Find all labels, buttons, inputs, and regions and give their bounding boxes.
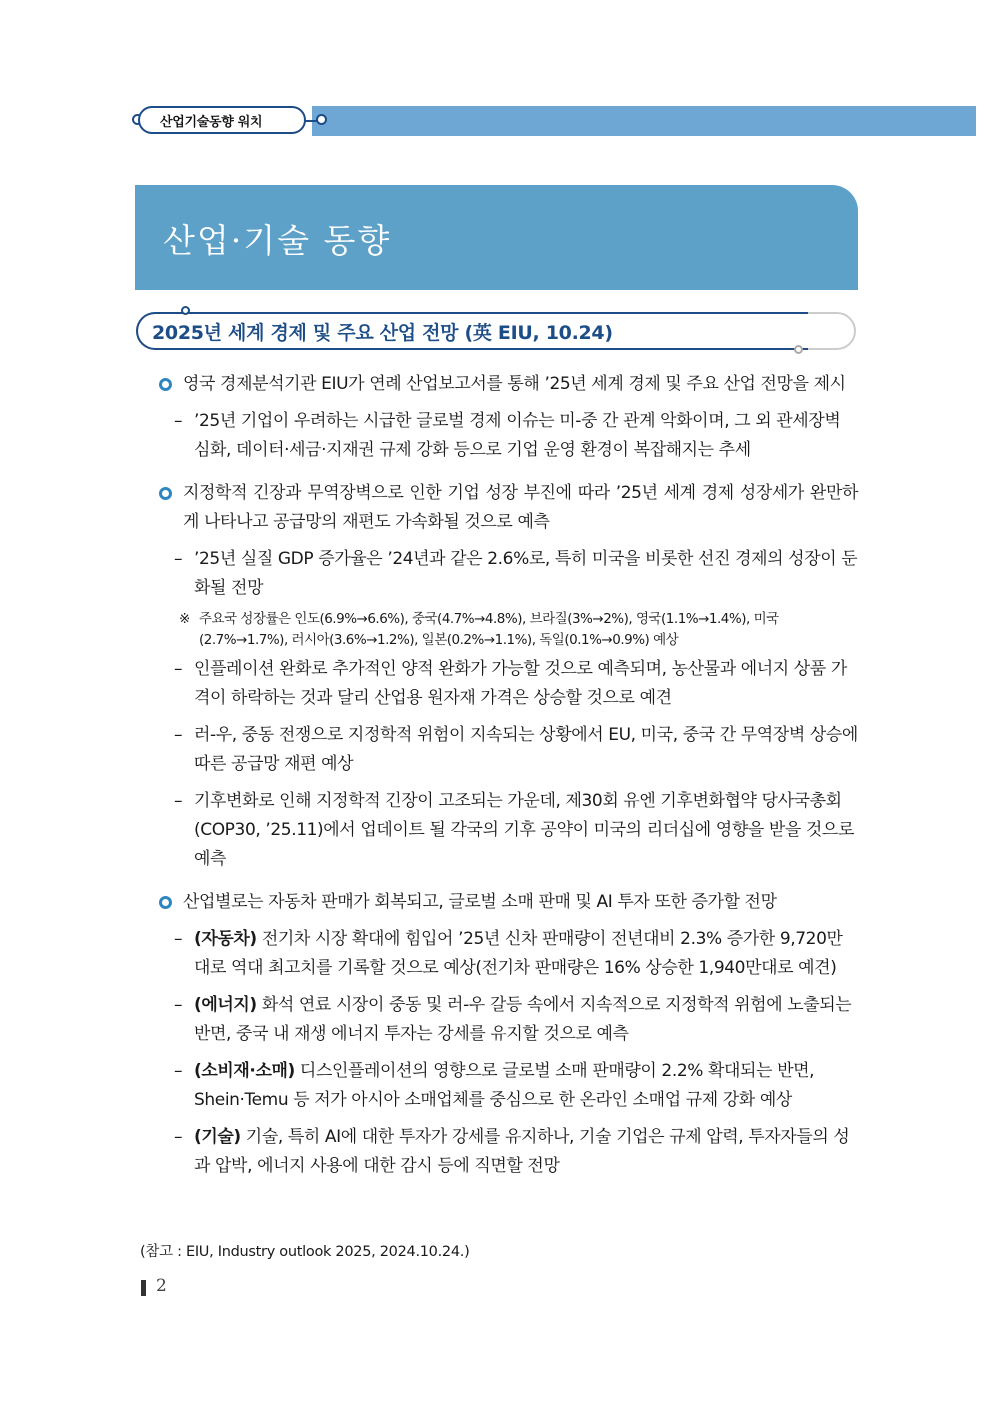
dash-mark: –	[174, 995, 183, 1015]
item-tag: (자동차)	[194, 929, 257, 949]
list-item-text: 화석 연료 시장이 중동 및 러-우 갈등 속에서 지속적으로 지정학적 위험에 노출되는 반면, 중국 내 재생 에너지 투자는 강세를 유지할 것으로 예측	[194, 995, 852, 1044]
reference-citation: (참고 : EIU, Industry outlook 2025, 2024.10.24.)	[140, 1244, 470, 1260]
dash-mark: –	[174, 1061, 183, 1081]
list-item-text: 인플레이션 완화로 추가적인 양적 완화가 가능할 것으로 예측되며, 농산물과 에너지 상품 가격이 하락하는 것과 달리 산업용 원자재 가격은 상승할 것으로 예견	[194, 659, 847, 708]
bullet-overview	[155, 370, 858, 399]
list-item	[155, 545, 858, 603]
bullet-text: 산업별로는 자동차 판매가 회복되고, 글로벌 소매 판매 및 AI 투자 또한 증가할 전망	[183, 892, 777, 912]
dash-mark: –	[174, 725, 183, 745]
list-item	[155, 655, 858, 713]
page-marker	[141, 1280, 146, 1296]
bullet-text: 영국 경제분석기관 EIU가 연례 산업보고서를 통해 ’25년 세계 경제 및 주요 산업 전망을 제시	[183, 374, 846, 394]
bullet-growth	[155, 479, 858, 537]
list-item	[155, 407, 858, 465]
list-item-text: 기후변화로 인해 지정학적 긴장이 고조되는 가운데, 제30회 유엔 기후변화협약 당사국총회(COP30, ’25.11)에서 업데이트 될 각국의 기후 공약이 미국의 리더십에 영향을 받을 것으로 예측	[194, 791, 854, 869]
item-tag: (소비재·소매)	[194, 1061, 295, 1081]
item-tag: (에너지)	[194, 995, 257, 1015]
banner-title: 산업·기술 동향	[163, 221, 392, 260]
list-item-text: 전기차 시장 확대에 힘입어 ’25년 신차 판매량이 전년대비 2.3% 증가한 9,720만대로 역대 최고치를 기록할 것으로 예상(전기차 판매량은 16% 상승한 1,940만대로 예견)	[194, 929, 843, 978]
section-banner	[135, 185, 858, 290]
dash-mark: –	[174, 1127, 183, 1147]
headline-top-dot	[181, 306, 190, 315]
list-item-text: 기술, 특히 AI에 대한 투자가 강세를 유지하나, 기술 기업은 규제 압력, 투자자들의 성과 압박, 에너지 사용에 대한 감시 등에 직면할 전망	[194, 1127, 850, 1176]
headline-end-dot	[794, 345, 803, 354]
list-item	[155, 991, 858, 1049]
item-tag: (기술)	[194, 1127, 241, 1147]
growth-note	[155, 609, 858, 651]
article-body	[155, 370, 858, 1181]
section-label: 산업기술동향 워치	[160, 114, 263, 130]
list-item-text: ’25년 기업이 우려하는 시급한 글로벌 경제 이슈는 미-중 간 관계 악화이며, 그 외 관세장벽 심화, 데이터·세금·지재권 규제 강화 등으로 기업 운영 환경이 복잡해지는 추세	[194, 411, 841, 460]
list-item	[155, 787, 858, 874]
bullet-ring-icon	[159, 896, 172, 909]
list-item-text: 디스인플레이션의 영향으로 글로벌 소매 판매량이 2.2% 확대되는 반면, Shein·Temu 등 저가 아시아 소매업체를 중심으로 한 온라인 소매업 규제 강화 예상	[194, 1061, 815, 1110]
note-text: 주요국 성장률은 인도(6.9%→6.6%), 중국(4.7%→4.8%), 브라질(3%→2%), 영국(1.1%→1.4%), 미국(2.7%→1.7%), 러시아(3.6%→1.2%), 일본(0.2%→1.1%), 독일(0.1%→0.9%) 예상	[199, 611, 779, 648]
header-bar	[312, 106, 976, 136]
page-number: 2	[156, 1276, 167, 1296]
list-item-text: ’25년 실질 GDP 증가율은 ’24년과 같은 2.6%로, 특히 미국을 비롯한 선진 경제의 성장이 둔화될 전망	[194, 549, 858, 598]
dash-mark: –	[174, 791, 183, 811]
section-label-pill	[138, 106, 306, 134]
note-mark: ※	[179, 611, 190, 627]
bullet-ring-icon	[159, 487, 172, 500]
dash-mark: –	[174, 929, 183, 949]
article-headline: 2025년 세계 경제 및 주요 산업 전망 (英 EIU, 10.24)	[152, 322, 613, 344]
list-item	[155, 1057, 858, 1115]
bullet-ring-icon	[159, 378, 172, 391]
list-item-text: 러-우, 중동 전쟁으로 지정학적 위험이 지속되는 상황에서 EU, 미국, 중국 간 무역장벽 상승에 따른 공급망 재편 예상	[194, 725, 858, 774]
list-item	[155, 1123, 858, 1181]
bullet-text: 지정학적 긴장과 무역장벽으로 인한 기업 성장 부진에 따라 ’25년 세계 경제 성장세가 완만하게 나타나고 공급망의 재편도 가속화될 것으로 예측	[183, 483, 858, 532]
pill-right-dot	[316, 114, 327, 125]
list-item	[155, 925, 858, 983]
dash-mark: –	[174, 411, 183, 431]
dash-mark: –	[174, 659, 183, 679]
list-item	[155, 721, 858, 779]
dash-mark: –	[174, 549, 183, 569]
bullet-industries	[155, 888, 858, 917]
